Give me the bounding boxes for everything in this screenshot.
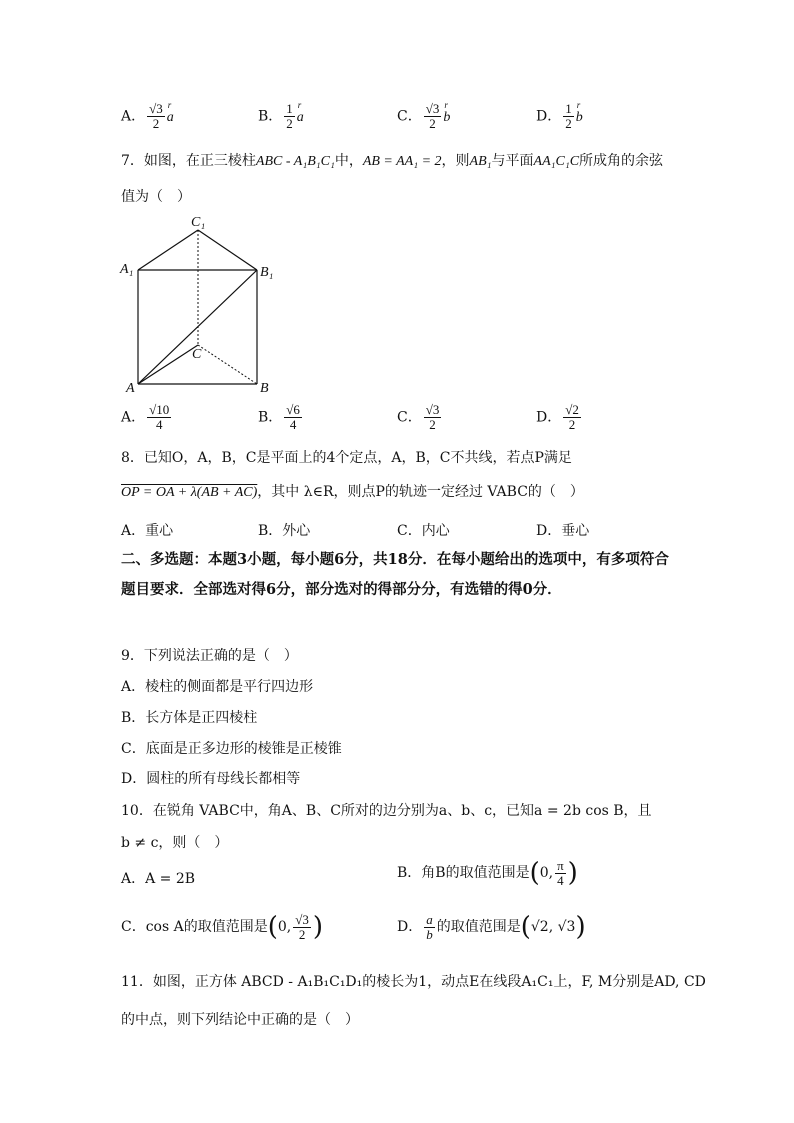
q8-stem-line1: 8．已知O，A，B，C是平面上的4个定点，A，B，C不共线，若点P满足 xyxy=(121,450,572,466)
q8-option-a: A．重心 xyxy=(121,523,174,539)
q7-option-d: D． $\frac{√2}{2}$ xyxy=(536,402,579,432)
q11-stem-line1: 11．如图，正方体 ABCD - A₁B₁C₁D₁的棱长为1，动点E在线段A₁C₁上，F, M分别是AD, CD xyxy=(121,974,706,990)
q9-option-b: B．长方体是正四棱柱 xyxy=(121,710,258,726)
q10-option-d: D． $\frac{a}{b}$ 的取值范围是(√2, √3) xyxy=(397,911,586,942)
q10-stem-line1: 10．在锐角 VABC中，角A、B、C所对的边分别为a、b、c，已知a = 2b cos B，且 xyxy=(121,803,652,819)
q8-stem-line2: OP = OA + λ(AB + AC)，其中 λ∈R，则点P的轨迹一定经过 VABC的（ ） xyxy=(121,484,584,500)
q8-option-d: D．垂心 xyxy=(536,523,590,539)
section-heading-multi-choice: 二、多选题：本题3小题，每小题6分，共18分．在每小题给出的选项中，有多项符合题目要求．全部选对得6分，部分选对的得部分分，有选错的得0分． xyxy=(121,551,669,598)
edge-c1-b1 xyxy=(198,230,257,270)
prism-figure xyxy=(115,212,285,398)
label-c: C xyxy=(192,347,202,362)
q11-stem-line2: 的中点，则下列结论中正确的是（ ） xyxy=(121,1012,359,1028)
q10-option-a: A．A = 2B xyxy=(121,871,196,887)
label-c1: C₁ xyxy=(191,215,206,230)
edge-a-c xyxy=(138,345,198,384)
label-a: A xyxy=(126,381,135,396)
q6-option-c: C． $\frac{√3}{2}$ r b xyxy=(397,99,451,131)
q10-option-b: B．角B的取值范围是(0, $\frac{\pi}{4}$ ) xyxy=(397,857,578,888)
q8-option-c: C．内心 xyxy=(397,523,450,539)
q10-stem-line2: b ≠ c，则（ ） xyxy=(121,835,229,851)
q7-option-a: A． $\frac{√10}{4}$ xyxy=(121,402,170,432)
q10-option-c: C．cos A的取值范围是(0, $\frac{√3}{2}$ ) xyxy=(121,911,324,942)
q6-option-b: B． $\frac{1}{2}$ r a xyxy=(258,99,304,131)
q9-option-a: A．棱柱的侧面都是平行四边形 xyxy=(121,679,314,695)
q7-option-c: C． $\frac{√3}{2}$ xyxy=(397,402,440,432)
q6-option-a: A． $\frac{√3}{2}$ r a xyxy=(121,99,174,131)
q7-stem-line2: 值为（ ） xyxy=(121,189,191,205)
vector-formula: OP = OA + λ(AB + AC) xyxy=(121,485,258,500)
q8-option-b: B．外心 xyxy=(258,523,311,539)
q7-option-b: B． $\frac{√6}{4}$ xyxy=(258,402,300,432)
q9-option-c: C．底面是正多边形的棱锥是正棱锥 xyxy=(121,741,342,757)
q7-stem-line1: 7．如图，在正三棱柱ABC - A₁B₁C₁中，AB = AA₁ = 2，则AB₁与平面AA₁C₁C所成角的余弦 xyxy=(121,153,664,169)
q6-option-d: D． $\frac{1}{2}$ r b xyxy=(536,99,583,131)
q9-option-d: D．圆柱的所有母线长都相等 xyxy=(121,771,301,787)
q9-stem: 9．下列说法正确的是（ ） xyxy=(121,648,298,664)
label-b: B xyxy=(260,381,269,396)
hidden-edge-c-b xyxy=(198,345,257,384)
label-a1: A₁ xyxy=(120,262,134,277)
label-b1: B₁ xyxy=(260,265,274,280)
edge-a1-c1 xyxy=(138,230,198,270)
